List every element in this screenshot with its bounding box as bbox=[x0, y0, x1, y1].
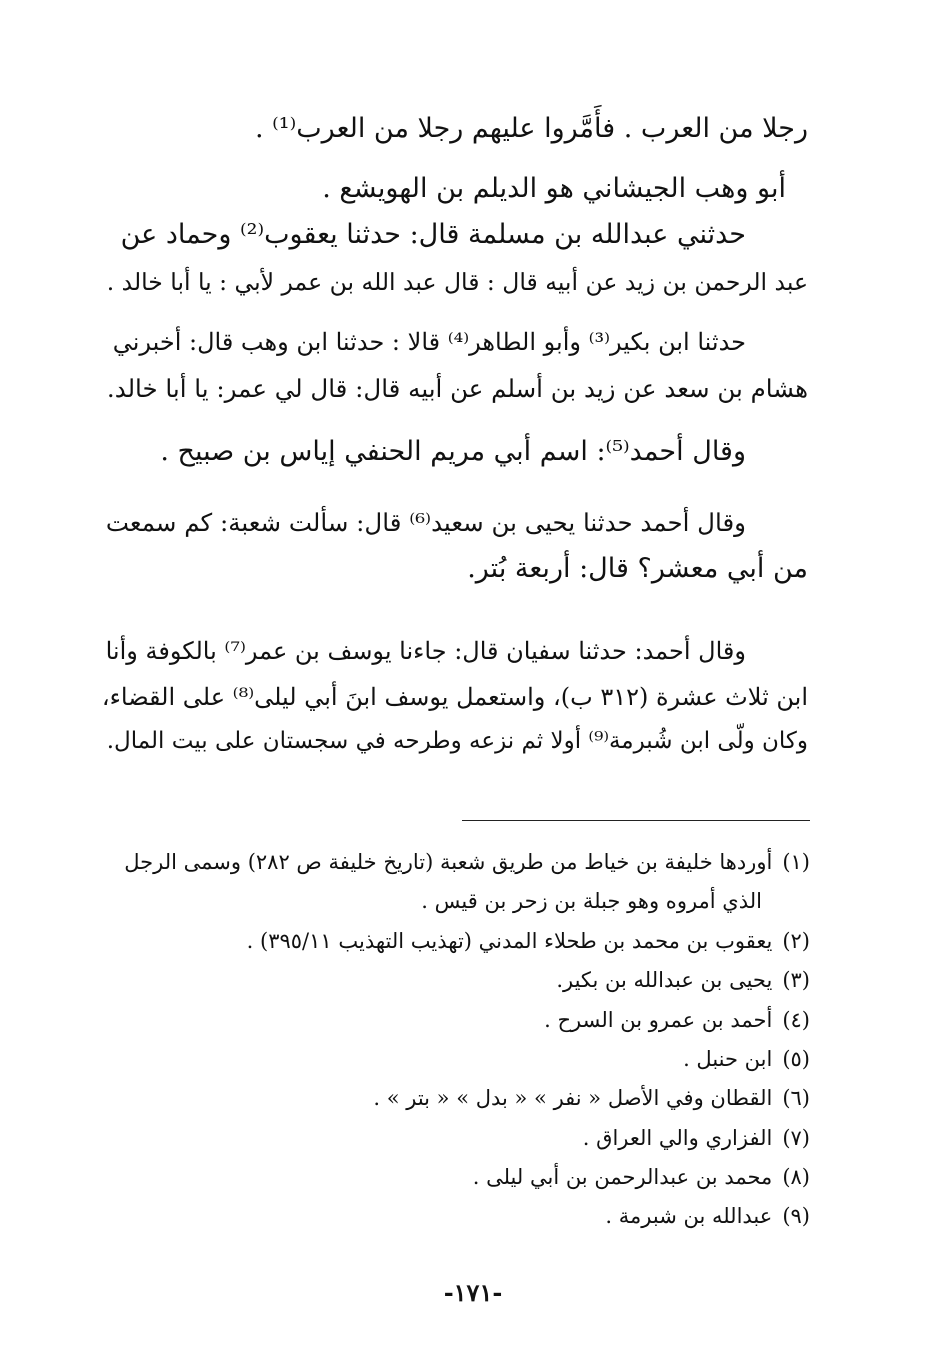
footnote-separator bbox=[462, 820, 810, 821]
footnote-2 bbox=[247, 927, 810, 955]
footnote-number: (٦) bbox=[782, 1086, 810, 1110]
footnote-text: محمد بن عبدالرحمن بن أبي ليلى . bbox=[472, 1165, 773, 1189]
page-number: -١٧١- bbox=[443, 1278, 503, 1307]
body-line-5: حدثنا ابن بكير⁽³⁾ وأبو الطاهر⁽⁴⁾ قالا : حدثنا ابن وهب قال: أخبرني bbox=[112, 328, 746, 356]
footnote-text: الفزاري والي العراق . bbox=[582, 1126, 773, 1150]
footnote-text: يحيى بن عبدالله بن بكير. bbox=[556, 968, 773, 992]
footnote-text: عبدالله بن شبرمة . bbox=[605, 1204, 773, 1228]
footnote-9 bbox=[605, 1202, 810, 1230]
body-line-11: ابن ثلاث عشرة (٣١٢ ب)، واستعمل يوسف ابنَ أبي ليلى⁽⁸⁾ على القضاء، bbox=[101, 683, 808, 711]
footnote-text: القطان وفي الأصل « نفر » « بدل » « بتر » . bbox=[373, 1086, 773, 1110]
footnote-number: (٥) bbox=[782, 1047, 810, 1071]
body-line-8: وقال أحمد حدثنا يحيى بن سعيد⁽⁶⁾ قال: سألت شعبة: كم سمعت bbox=[105, 508, 746, 537]
body-line-6: هشام بن سعد عن زيد بن أسلم عن أبيه قال: قال لي عمر: يا أبا خالد. bbox=[106, 374, 808, 403]
body-line-2: أبو وهب الجيشاني هو الديلم بن الهويشع . bbox=[322, 173, 786, 204]
body-line-4: عبد الرحمن بن زيد عن أبيه قال : قال عبد الله بن عمر لأبي : يا أبا خالد . bbox=[106, 268, 808, 296]
footnote-text: أحمد بن عمرو بن السرح . bbox=[544, 1008, 773, 1032]
body-line-1: رجلا من العرب . فأَمَّروا عليهم رجلا من العرب⁽¹⁾ . bbox=[255, 113, 808, 144]
body-line-3: حدثني عبدالله بن مسلمة قال: حدثنا يعقوب⁽²⁾ وحماد عن bbox=[120, 219, 746, 250]
footnote-text: يعقوب بن محمد بن طحلاء المدني (تهذيب التهذيب ٣٩٥/١١) . bbox=[246, 929, 773, 953]
footnote-text: أوردها خليفة بن خياط من طريق شعبة (تاريخ خليفة ص ٢٨٢) وسمى الرجل bbox=[124, 850, 773, 874]
footnote-text: الذي أمروه وهو جبلة بن زحر بن قيس . bbox=[421, 889, 762, 913]
footnote-7 bbox=[583, 1124, 810, 1152]
footnote-number: (٢) bbox=[782, 929, 810, 953]
body-line-10: وقال أحمد: حدثنا سفيان قال: جاءنا يوسف بن عمر⁽⁷⁾ بالكوفة وأنا bbox=[105, 637, 746, 665]
body-line-7: وقال أحمد⁽⁵⁾: اسم أبي مريم الحنفي إياس بن صبيح . bbox=[160, 436, 746, 467]
footnote-4 bbox=[544, 1006, 810, 1034]
footnote-3 bbox=[556, 966, 810, 994]
body-line-9: من أبي معشر؟ قال: أربعة بُتر. bbox=[467, 553, 808, 584]
footnote-8 bbox=[473, 1163, 810, 1191]
footnote-text: ابن حنبل . bbox=[683, 1047, 773, 1071]
footnote-number: (٩) bbox=[782, 1204, 810, 1228]
footnote-1 bbox=[124, 848, 810, 876]
footnote-5 bbox=[683, 1045, 810, 1073]
footnote-number: (٧) bbox=[782, 1126, 810, 1150]
footnote-1-continued bbox=[421, 887, 762, 915]
footnote-number: (٨) bbox=[782, 1165, 810, 1189]
footnote-number: (١) bbox=[782, 850, 810, 874]
footnote-number: (٣) bbox=[782, 968, 810, 992]
footnote-6 bbox=[373, 1084, 810, 1112]
body-line-12: وكان ولّى ابن شُبرمة⁽⁹⁾ أولا ثم نزعه وطرحه في سجستان على بيت المال. bbox=[106, 728, 808, 754]
footnote-number: (٤) bbox=[782, 1008, 810, 1032]
